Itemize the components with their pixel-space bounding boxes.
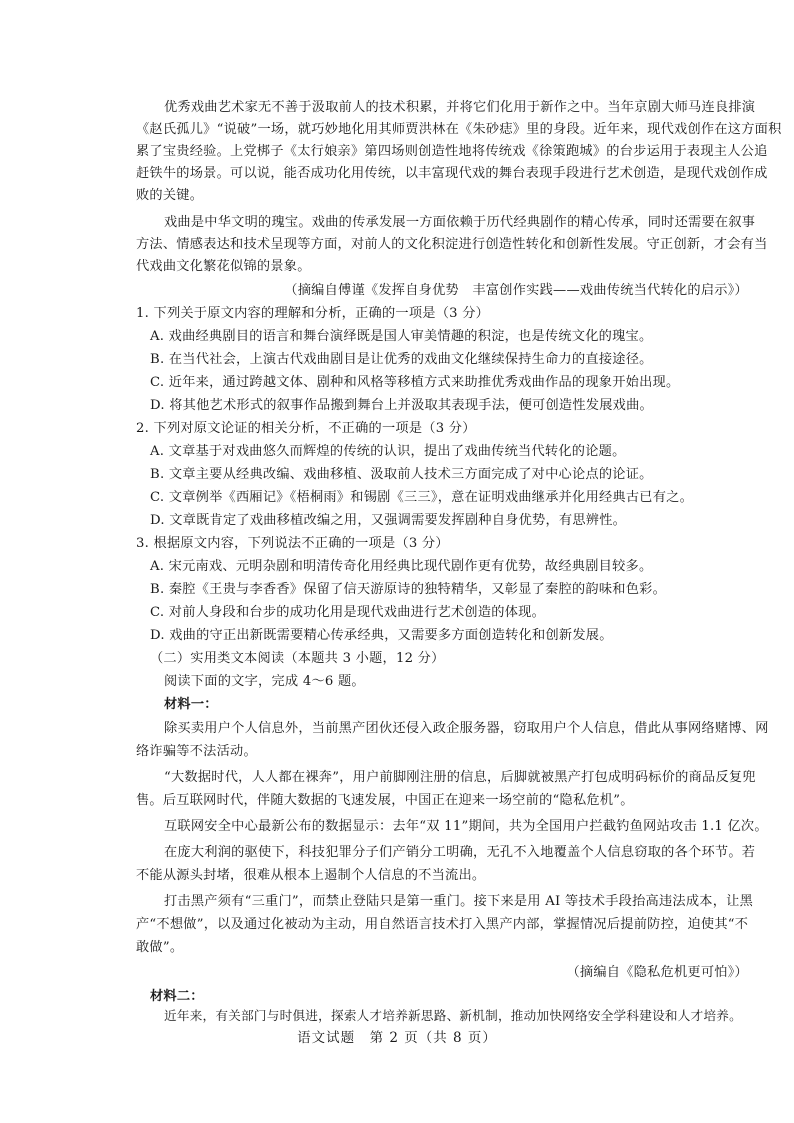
section-2-instruction: 阅读下面的文字，完成 4～6 题。 [164, 674, 365, 689]
question-3-option-a: A. 宋元南戏、元明杂剧和明清传奇化用经典比现代剧作更有优势，故经典剧目较多。 [150, 559, 653, 574]
material-1-line: 敢做”。 [136, 940, 184, 955]
question-3-option-b: B. 秦腔《王贵与李香香》保留了信天游原诗的独特精华，又彰显了秦腔的韵味和色彩。 [150, 582, 667, 597]
material-1-line: 在庞大利润的驱使下，科技犯罪分子们产销分工明确，无孔不入地覆盖个人信息窃取的各个环节。若 [164, 845, 756, 860]
material-1-label: 材料一： [164, 697, 218, 712]
material-1-line: 络诈骗等不法活动。 [136, 744, 257, 759]
material-1-line: 不能从源头封堵，很难从根本上遏制个人信息的不当流出。 [136, 868, 486, 883]
material-1-line: 售。后互联网时代，伴随大数据的飞速发展，中国正在迎来一场空前的“隐私危机”。 [136, 793, 634, 808]
page-footer: 语文试题 第 2 页（共 8 页） [297, 1030, 497, 1046]
passage-p2-line: 方法、情感表达和技术呈现等方面，对前人的文化积淀进行创造性转化和创新性发展。守正创新，才会有当 [136, 237, 768, 252]
material-1-line: 除买卖用户个人信息外，当前黑产团伙还侵入政企服务器，窃取用户个人信息，借此从事网络赌博、网 [164, 721, 769, 736]
passage-source: （摘编自傅谨《发挥自身优势 丰富创作实践——戏曲传统当代转化的启示》） [284, 283, 748, 298]
question-2-option-b: B. 文章主要从经典改编、戏曲移植、汲取前人技术三方面完成了对中心论点的论证。 [150, 467, 653, 482]
question-1-option-c: C. 近年来，通过跨越文体、剧种和风格等移植方式来助推优秀戏曲作品的现象开始出现。 [150, 375, 680, 390]
passage-p2-line: 代戏曲文化繁花似锦的景象。 [136, 259, 311, 274]
material-1-line: “大数据时代，人人都在裸奔”，用户前脚刚注册的信息，后脚就被黑产打包成明码标价的商品反复兜 [164, 770, 756, 785]
material-1-line: 互联网安全中心最新公布的数据显示：去年“双 11”期间，共为全国用户拦截钓鱼网站攻击 1.1 亿次。 [164, 819, 768, 834]
material-2-line: 近年来，有关部门与时俱进，探索人才培养新思路、新机制，推动加快网络安全学科建设和人才培养。 [164, 1008, 742, 1023]
material-1-line: 产“不想做”，以及通过化被动为主动，用自然语言技术打入黑产内部，掌握情况后提前防控，迫使其“不 [136, 917, 749, 932]
material-1-line: 打击黑产须有“三重门”，而禁止登陆只是第一重门。接下来是用 AI 等技术手段抬高违法成本，让黑 [164, 894, 754, 909]
passage-p1-line: 《赵氏孤儿》“说破”一场，就巧妙地化用其师贾洪林在《朱砂痣》里的身段。近年来，现代戏创作在这方面积 [136, 122, 782, 137]
passage-p1-line: 累了宝贵经验。上党梆子《太行娘亲》第四场则创造性地将传统戏《徐策跑城》的台步运用于表现主人公追 [136, 144, 768, 159]
passage-p1-line: 赶铁牛的场景。可以说，能否成功化用传统，以丰富现代戏的舞台表现手段进行艺术创造，是现代戏创作成 [136, 166, 768, 181]
passage-p1-line: 败的关键。 [136, 188, 204, 203]
question-3-stem: 3. 根据原文内容，下列说法不正确的一项是（3 分） [136, 536, 449, 551]
question-1-option-b: B. 在当代社会，上演古代戏曲剧目是让优秀的戏曲文化继续保持生命力的直接途径。 [150, 352, 653, 367]
passage-p1-line: 优秀戏曲艺术家无不善于汲取前人的技术积累，并将它们化用于新作之中。当年京剧大师马连良排演 [164, 100, 756, 115]
question-3-option-d: D. 戏曲的守正出新既需要精心传承经典，又需要多方面创造转化和创新发展。 [150, 628, 613, 643]
question-2-option-c: C. 文章例举《西厢记》《梧桐雨》和锡剧《三三》，意在证明戏曲继承并化用经典古已有之。 [150, 490, 694, 505]
material-1-source: （摘编自《隐私危机更可怕》） [566, 965, 748, 980]
question-1-stem: 1. 下列关于原文内容的理解和分析，正确的一项是（3 分） [136, 306, 490, 321]
section-2-heading: （二）实用类文本阅读（本题共 3 小题，12 分） [150, 651, 445, 666]
question-2-stem: 2. 下列对原文论证的相关分析，不正确的一项是（3 分） [136, 421, 476, 436]
question-1-option-a: A. 戏曲经典剧目的语言和舞台演绎既是国人审美情趣的积淀，也是传统文化的瑰宝。 [150, 329, 653, 344]
material-2-label: 材料二： [150, 989, 204, 1004]
question-1-option-d: D. 将其他艺术形式的叙事作品搬到舞台上并汲取其表现手法，便可创造性发展戏曲。 [150, 398, 653, 413]
question-3-option-c: C. 对前人身段和台步的成功化用是现代戏曲进行艺术创造的体现。 [150, 605, 546, 620]
question-2-option-d: D. 文章既肯定了戏曲移植改编之用，又强调需要发挥剧种自身优势，有思辨性。 [150, 513, 627, 528]
passage-p2-line: 戏曲是中华文明的瑰宝。戏曲的传承发展一方面依赖于历代经典剧作的精心传承，同时还需要在叙事 [164, 215, 756, 230]
question-2-option-a: A. 文章基于对戏曲悠久而辉煌的传统的认识，提出了戏曲传统当代转化的论题。 [150, 444, 626, 459]
